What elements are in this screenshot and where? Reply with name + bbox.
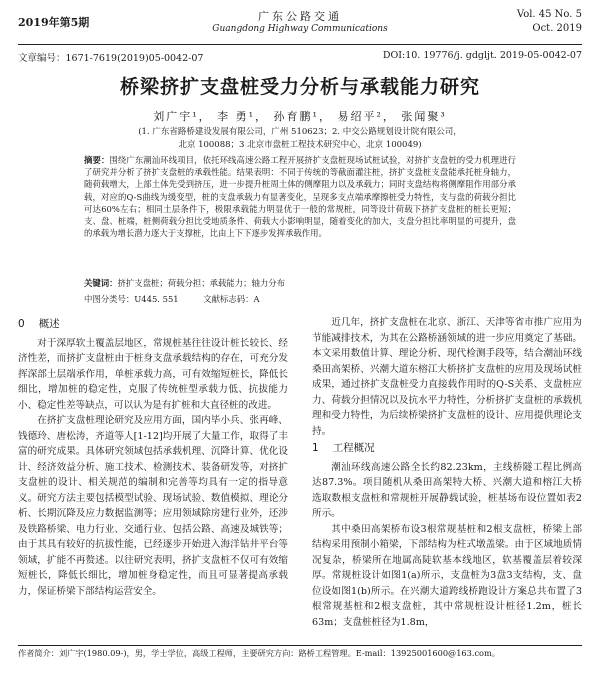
- paragraph: 潮汕环线高速公路全长约82.23km，主线桥隧工程比例高达87.3%。项目随机从桑田高架特大桥、兴潮大道和榕江大桥选取数根支盘桩和常规桩开展静载试验，桩基场布设位置如表2所示。: [312, 461, 582, 519]
- right-column: [312, 315, 582, 630]
- keywords-text: 挤扩支盘桩；荷载分担；承载能力；轴力分布: [117, 278, 285, 288]
- affiliations: [0, 126, 600, 152]
- paragraph: 其中桑田高架桥布设3根常规基桩和2根支盘桩，桥梁上部结构采用预制小箱梁，下部结构为柱式墩盖梁。由于区域地质情况复杂，桥梁所在地属高陡软基本线地区，软基覆盖层着较深厚。常规桩设计如图1(a)所示，支盘桩为3盘3支结构，支、盘位设如图1(b)所示。在兴潮大道跨线桥跑设计方案总共布置了3根常规基桩和2根支盘桩，其中常规桩设计桩径1.2m，桩长63m；支盘桩桩径为1.8m，: [312, 523, 582, 628]
- keywords-label: 关键词：: [84, 278, 118, 288]
- left-column: [18, 315, 288, 599]
- paragraph: 在挤扩支盘桩理论研究及应用方面，国内毕小兵、张再峰、钱德玲、唐松涛，齐道等人[1-12]均开展了大量工作，取得了丰富的研究成果。具体研究领域包括承载机理、沉降计算、优化设计、经济效益分析、施工技术、检测技术、装备研发等，对挤扩支盘桩的设计、相关规范的编制和完善等均具有一定的指导意义。研究方法主要包括模型试验、现场试验、数值模拟、理论分析、长期沉降及应力数据监测等；应用领域除房建行业外，还涉及铁路桥梁、电力行业、交通行业、包括公路、高速及城铁等；由于其具有较好的抗拔性能，已经逐步开始进入海洋钻井平台等领域，扩能不再赘述。以往研究表明，挤扩支盘桩不仅可有效缩短桩长，降低长细比，增加桩身稳定性，而且可显著提高承载力，保证桥梁下部结构运营安全。: [18, 415, 288, 597]
- section-heading: [312, 441, 582, 457]
- section-number: 0: [18, 318, 25, 330]
- classification: [84, 293, 516, 305]
- paragraph: 对于深厚软土覆盖层地区，常规桩基往往设计桩长较长、经济性差，而挤扩支盘桩由于桩身支盘承载结构的存在，可充分发挥深部土层端承作用，单桩承载力高，可有效缩短桩长，降低长细比，增加桩的稳定性，克服了传统桩型承载力低、抗拔能力小、稳定性差等缺点，可以认为是有扩桩和大直径桩的改进。: [18, 337, 288, 411]
- abstract-label: 摘要：: [84, 155, 110, 165]
- keywords: [84, 277, 516, 289]
- page-header: [18, 8, 582, 42]
- footer-rule: [18, 645, 582, 646]
- paper-title: 桥梁挤扩支盘桩受力分析与承载能力研究: [119, 76, 480, 98]
- journal-name-cn: 广东公路交通: [258, 10, 342, 23]
- issue-date: Oct. 2019: [532, 23, 582, 34]
- volume: Vol. 45 No. 5: [516, 9, 582, 20]
- abstract: [84, 154, 516, 239]
- volume-info: [517, 8, 582, 36]
- section-heading: [18, 317, 288, 333]
- clc-number: 中图分类号：U445. 551: [84, 294, 179, 304]
- journal-name-en: Guangdong Highway Communications: [212, 24, 388, 34]
- abstract-text: 围绕广东潮汕环线项目，依托环线高速公路工程开展挤扩支盘桩现场试桩试验，对挤扩支盘桩的受力机理进行了研究并分析了挤扩支盘桩的承载性能。结果表明：不同于传统的等截面灌注桩，挤扩支盘桩支盘能承托桩身轴力，随荷载增大，上部土体先受到挤压，进一步提升桩周土体的侧摩阻力以及承载力；同时支盘结构将侧摩阻作用部分承载，对应的Q-S曲线为缓变型，桩的支盘承载力有显著变化，呈现多支点端承摩擦桩受力特性，支与盘的荷载分担比可达60%左右；相同土层条件下，极限承载能力明显优于一般的常规桩，同等设计荷载下挤扩支盘桩的桩长更短；支、盘、桩端，桩侧荷载分担比受地质条件、荷载大小影响明显，随着变化的加大，支盘分担比率明显的可提升，盘的承载为增长潜力逐大于支撑桩，比由上下下逐步发挥承载作用。: [84, 155, 517, 239]
- year-issue: 2019年第5期: [18, 16, 90, 29]
- header-rule: [18, 44, 582, 45]
- paragraph: 近几年，挤扩支盘桩在北京、浙江、天津等省市推广应用为节能减排技术，为其在公路桥涵领域的进一步应用奠定了基础。本文采用数值计算、理论分析、现代检测手段等，结合潮汕环线桑田高架桥、兴潮大道东榕江大桥挤扩支盘桩的应用及现场试桩成果，通过挤扩支盘桩受力直接载作用时的Q-S关系、支盘桩应力、荷载分担情况以及抗水平力特性，分析挤扩支盘桩的承载机理和受力特性，为后续桥梁挤扩支盘桩的设计、应用提供理论支持。: [312, 317, 582, 437]
- journal-name: [18, 8, 582, 34]
- author-list: 刘广宇¹， 李 勇¹， 孙育鹏¹， 易绍平²， 张闻聚³: [153, 110, 447, 123]
- article-number: 文章编号：1671-7619(2019)05-0042-07: [18, 53, 204, 64]
- author-footnote: 作者简介：刘广宇(1980.09-)，男，学士学位，高级工程师，主要研究方向：路桥工程管理。E-mail：13925001600@163.com。: [18, 648, 500, 658]
- section-number: 1: [312, 442, 319, 454]
- document-code: 文献标志码：A: [203, 294, 260, 304]
- section-title: 工程概况: [332, 442, 375, 454]
- section-title: 概述: [38, 318, 60, 330]
- affiliation-line: (1. 广东省路桥建设发展有限公司，广州 510623；2. 中交公路规划设计院有限公司，: [138, 127, 462, 137]
- affiliation-line: 北京 100088；3 北京市盘桩工程技术研究中心，北京 100049): [178, 140, 422, 150]
- doi: DOI:10. 19776/j. gdgljt. 2019-05-0042-07: [382, 50, 582, 61]
